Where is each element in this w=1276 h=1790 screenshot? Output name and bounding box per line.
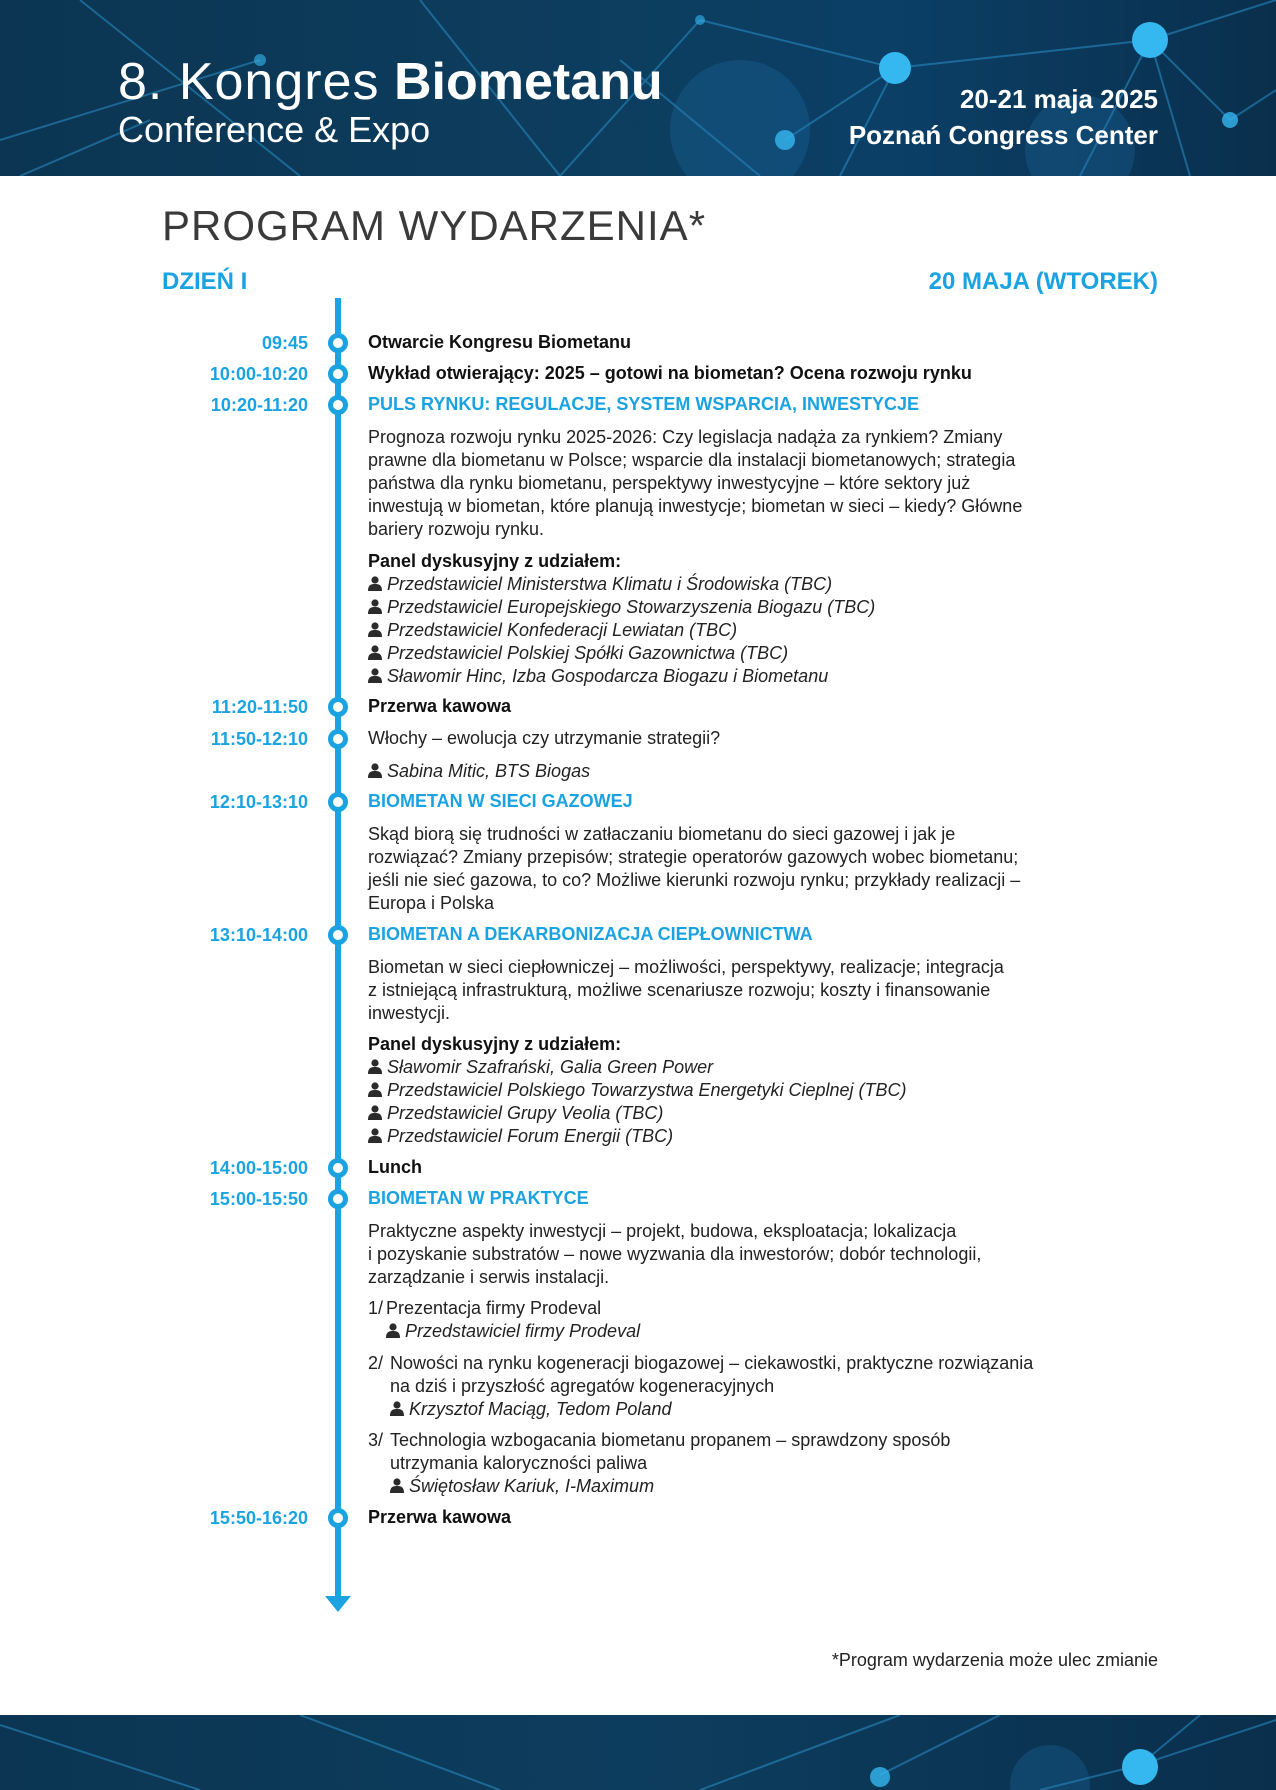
panelist-name: Przedstawiciel Konfederacji Lewiatan (TBC) — [387, 620, 738, 640]
person-icon — [368, 668, 382, 683]
session-title: PULS RYNKU: REGULACJE, SYSTEM WSPARCIA, INWESTYCJE — [368, 394, 920, 414]
talk-title: Prezentacja firmy Prodeval — [386, 1298, 602, 1318]
panelist — [368, 1102, 663, 1125]
panelist — [368, 619, 737, 642]
speaker-name: Krzysztof Maciąg, Tedom Poland — [409, 1399, 672, 1419]
panelist — [368, 642, 788, 665]
panelist — [368, 1125, 673, 1148]
panelist — [368, 1056, 713, 1079]
session-title: BIOMETAN W SIECI GAZOWEJ — [368, 791, 633, 811]
event-venue: Poznań Congress Center — [848, 120, 1158, 150]
item-time: 10:00-10:20 — [209, 364, 308, 384]
session-description: państwa dla rynku biometanu, perspektywy inwestycyjne – które sektory już — [368, 473, 971, 493]
item-time: 10:20-11:20 — [210, 395, 308, 415]
event-title-prefix: 8. Kongres — [118, 53, 380, 111]
person-icon — [390, 1401, 404, 1416]
panelist-name: Przedstawiciel Europejskiego Stowarzyszenia Biogazu (TBC) — [387, 597, 876, 617]
circle-node-icon — [328, 1508, 348, 1528]
circle-node-icon — [328, 792, 348, 812]
person-icon — [368, 599, 382, 614]
circle-node-icon — [328, 364, 348, 384]
circle-node-icon — [328, 333, 348, 353]
person-icon — [386, 1323, 400, 1338]
person-icon — [368, 645, 382, 660]
item-time: 14:00-15:00 — [209, 1158, 308, 1178]
talk-number: 3/ — [368, 1430, 384, 1450]
person-icon — [368, 1059, 382, 1074]
circle-node-icon — [328, 395, 348, 415]
session-description: Prognoza rozwoju rynku 2025-2026: Czy legislacja nadąża za rynkiem? Zmiany — [368, 427, 1003, 447]
day-date: 20 MAJA (WTOREK) — [928, 268, 1158, 295]
panelist — [368, 1079, 907, 1102]
talk-title: Technologia wzbogacania biometanu propanem – sprawdzony sposób — [390, 1430, 951, 1450]
session-description: i pozyskanie substratów – nowe wyzwania dla inwestorów; dobór technologii, — [368, 1244, 982, 1264]
person-icon — [368, 1082, 382, 1097]
footer-banner — [0, 1715, 1276, 1790]
circle-node-icon — [328, 697, 348, 717]
session-title: BIOMETAN A DEKARBONIZACJA CIEPŁOWNICTWA — [368, 924, 813, 944]
event-subtitle: Conference & Expo — [118, 109, 431, 150]
session-description: prawne dla biometanu w Polsce; wsparcie dla instalacji biometanowych; strategia — [368, 450, 1016, 470]
panelist — [368, 573, 832, 596]
speaker — [390, 1398, 671, 1421]
panel-heading: Panel dyskusyjny z udziałem: — [368, 551, 622, 571]
day-label: DZIEŃ I — [162, 268, 248, 295]
panel-heading: Panel dyskusyjny z udziałem: — [368, 1034, 622, 1054]
network-background — [0, 1715, 1276, 1790]
person-icon — [368, 576, 382, 591]
session-description: z istniejącą infrastrukturą, możliwe scenariusze rozwoju; koszty i finansowanie — [368, 980, 991, 1000]
panelist-name: Przedstawiciel Polskiego Towarzystwa Energetyki Cieplnej (TBC) — [387, 1080, 907, 1100]
talk-title: utrzymania kaloryczności paliwa — [390, 1453, 648, 1473]
session-description: Praktyczne aspekty inwestycji – projekt, budowa, eksploatacja; lokalizacja — [368, 1221, 957, 1241]
circle-node-icon — [328, 925, 348, 945]
panelist — [368, 665, 828, 688]
item-title: Otwarcie Kongresu Biometanu — [368, 332, 632, 352]
circle-node-icon — [328, 1158, 348, 1178]
item-time: 09:45 — [261, 333, 308, 353]
session-description: Europa i Polska — [368, 893, 495, 913]
speaker — [390, 1475, 654, 1498]
item-time: 11:50-12:10 — [210, 729, 308, 749]
person-icon — [368, 763, 382, 778]
talk-number: 1/ — [368, 1298, 384, 1318]
speaker-name: Przedstawiciel firmy Prodeval — [405, 1321, 641, 1341]
panelist-name: Przedstawiciel Polskiej Spółki Gazownictwa (TBC) — [387, 643, 789, 663]
circle-node-icon — [328, 729, 348, 749]
session-description: jeśli nie sieć gazowa, to co? Możliwe kierunki rozwoju rynku; przykłady realizacji – — [368, 870, 1021, 890]
speaker — [368, 760, 590, 783]
program-title: PROGRAM WYDARZENIA* — [162, 202, 707, 249]
item-title: Przerwa kawowa — [368, 696, 512, 716]
session-description: Biometan w sieci ciepłowniczej – możliwości, perspektywy, realizacje; integracja — [368, 957, 1004, 977]
speaker-name: Świętosław Kariuk, I-Maximum — [409, 1476, 655, 1496]
panelist-name: Przedstawiciel Grupy Veolia (TBC) — [387, 1103, 664, 1123]
panelist-name: Sławomir Szafrański, Galia Green Power — [387, 1057, 714, 1077]
person-icon — [390, 1478, 404, 1493]
talk-title: Nowości na rynku kogeneracji biogazowej – ciekawostki, praktyczne rozwiązania — [390, 1353, 1034, 1373]
person-icon — [368, 1105, 382, 1120]
event-title — [118, 53, 663, 111]
session-title: BIOMETAN W PRAKTYCE — [368, 1188, 589, 1208]
item-time: 11:20-11:50 — [211, 697, 308, 717]
person-icon — [368, 622, 382, 637]
arrow-down-icon — [325, 1596, 351, 1612]
session-description: bariery rozwoju rynku. — [368, 519, 545, 539]
footnote: *Program wydarzenia może ulec zmianie — [831, 1650, 1158, 1670]
speaker — [386, 1320, 640, 1343]
item-title: Wykład otwierający: 2025 – gotowi na biometan? Ocena rozwoju rynku — [368, 363, 972, 383]
item-title: Lunch — [368, 1157, 422, 1177]
talk-title: na dziś i przyszłość agregatów kogeneracyjnych — [390, 1376, 775, 1396]
talk-number: 2/ — [368, 1353, 384, 1373]
session-description: inwestycji. — [368, 1003, 451, 1023]
item-time: 13:10-14:00 — [209, 925, 308, 945]
item-time: 15:50-16:20 — [209, 1508, 308, 1528]
timeline-line — [335, 298, 341, 1598]
event-title-bold: Biometanu — [393, 53, 663, 111]
panelist-name: Sławomir Hinc, Izba Gospodarcza Biogazu i Biometanu — [387, 666, 829, 686]
event-dates: 20-21 maja 2025 — [959, 84, 1158, 114]
session-description: inwestują w biometan, które planują inwestycje; biometan w sieci – kiedy? Główne — [368, 496, 1023, 516]
item-title: Przerwa kawowa — [368, 1507, 512, 1527]
panelist-name: Przedstawiciel Ministerstwa Klimatu i Środowiska (TBC) — [387, 574, 833, 594]
item-title: Włochy – ewolucja czy utrzymanie strategii? — [368, 728, 721, 748]
person-icon — [368, 1128, 382, 1143]
panelist — [368, 596, 875, 619]
session-description: zarządzanie i serwis instalacji. — [368, 1267, 610, 1287]
speaker-name: Sabina Mitic, BTS Biogas — [387, 761, 591, 781]
item-time: 12:10-13:10 — [209, 792, 308, 812]
circle-node-icon — [328, 1189, 348, 1209]
session-description: rozwiązać? Zmiany przepisów; strategie operatorów gazowych wobec biometanu; — [368, 847, 1019, 867]
panelist-name: Przedstawiciel Forum Energii (TBC) — [387, 1126, 674, 1146]
session-description: Skąd biorą się trudności w zatłaczaniu biometanu do sieci gazowej i jak je — [368, 824, 956, 844]
item-time: 15:00-15:50 — [209, 1189, 308, 1209]
